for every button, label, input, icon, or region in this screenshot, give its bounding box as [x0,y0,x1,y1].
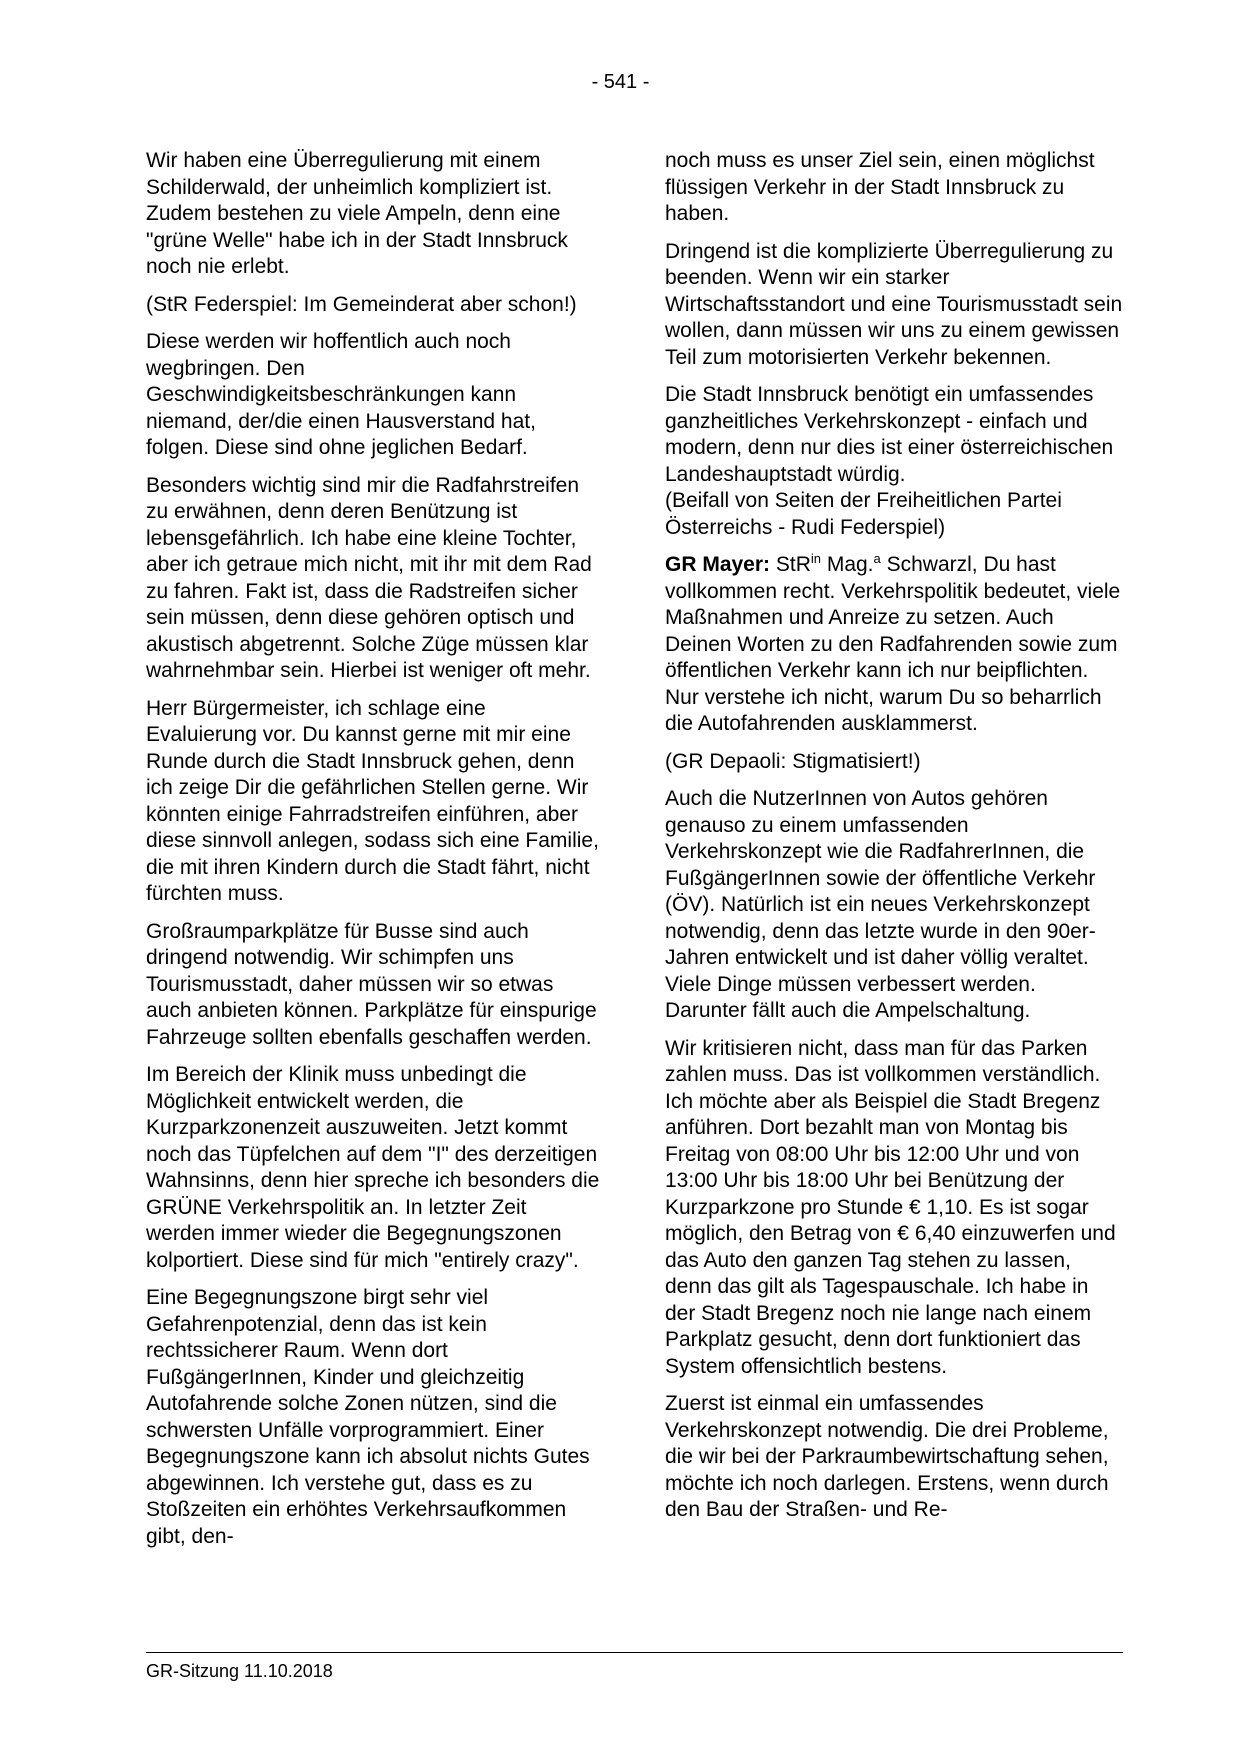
footer-text: GR-Sitzung 11.10.2018 [146,1661,333,1681]
superscript: a [873,551,881,566]
paragraph: Dringend ist die komplizierte Überregulierung zu beenden. Wenn wir ein starker Wirtschaftsstandort und eine Tourismusstadt sein wollen, dann müssen wir uns zu einem gewissen Teil zum motorisierten Verkehr bekennen. [665,239,1123,369]
speaker-paragraph [665,552,1123,738]
speech-text: Schwarzl, Du hast vollkommen recht. Verkehrspolitik bedeutet, viele Maßnahmen und Anreize zu setzen. Auch Deinen Worten zu den Radfahrenden sowie zum öffentlichen Verkehr kann ich nur beipflichten. Nur verstehe ich nicht, warum Du so beharrlich die Autofahrenden ausklammerst. [665,553,1121,735]
interjection: (GR Depaoli: Stigmatisiert!) [665,749,921,773]
speech-text: Mag. [821,553,874,576]
paragraph: Die Stadt Innsbruck benötigt ein umfassendes ganzheitliches Verkehrskonzept - einfach und modern, denn nur dies ist einer österreichischen Landeshauptstadt würdig. [665,383,1114,486]
right-column [665,148,1123,1535]
paragraph: noch muss es unser Ziel sein, einen möglichst flüssigen Verkehr in der Stadt Innsbruck zu haben. [665,149,1095,225]
speech-text: StR [770,553,811,576]
paragraph: Großraumparkplätze für Busse sind auch dringend notwendig. Wir schimpfen uns Tourismusstadt, daher müssen wir so etwas auch anbieten können. Parkplätze für einspurige Fahrzeuge sollten ebenfalls geschaffen werden. [146,919,597,1049]
superscript: in [810,551,821,566]
paragraph: Eine Begegnungszone birgt sehr viel Gefahrenpotenzial, denn das ist kein rechtssicherer Raum. Wenn dort FußgängerInnen, Kinder und gleichzeitig Autofahrende solche Zonen nützen, sind die schwersten Unfälle vorprogrammiert. Einer Begegnungszone kann ich absolut nichts Gutes abgewinnen. Ich verstehe gut, dass es zu Stoßzeiten ein erhöhtes Verkehrsaufkommen gibt, den- [146,1286,590,1548]
footer-divider [146,1652,1123,1653]
paragraph: Diese werden wir hoffentlich auch noch wegbringen. Den Geschwindigkeitsbeschränkungen kann niemand, der/die einen Hausverstand hat, folgen. Diese sind ohne jeglichen Bedarf. [146,330,536,459]
left-column [146,148,600,1561]
paragraph: Auch die NutzerInnen von Autos gehören genauso zu einem umfassenden Verkehrskonzept wie die RadfahrerInnen, die FußgängerInnen sowie der öffentliche Verkehr (ÖV). Natürlich ist ein neues Verkehrskonzept notwendig, denn das letzte wurde in den 90er-Jahren entwickelt und ist daher völlig veraltet. Viele Dinge müssen verbessert werden. Darunter fällt auch die Ampelschaltung. [665,787,1096,1022]
speaker-name: GR Mayer: [665,553,771,576]
paragraph: Wir kritisieren nicht, dass man für das Parken zahlen muss. Das ist vollkommen verständlich. Ich möchte aber als Beispiel die Stadt Bregenz anführen. Dort bezahlt man von Montag bis Freitag von 08:00 Uhr bis 12:00 Uhr und von 13:00 Uhr bis 18:00 Uhr bei Benützung der Kurzparkzone pro Stunde € 1,10. Es ist sogar möglich, den Betrag von € 6,40 einzuwerfen und das Auto den ganzen Tag stehen zu lassen, denn das gilt als Tagespauschale. Ich habe in der Stadt Bregenz noch nie lange nach einem Parkplatz gesucht, denn dort funktioniert das System offensichtlich bestens. [665,1036,1116,1378]
applause-note: (Beifall von Seiten der Freiheitlichen Partei Österreichs - Rudi Federspiel) [665,489,1062,539]
paragraph: Besonders wichtig sind mir die Radfahrstreifen zu erwähnen, denn deren Benützung ist lebensgefährlich. Ich habe eine kleine Tochter, aber ich getraue mich nicht, mit ihr mit dem Rad zu fahren. Fakt ist, dass die Radstreifen sicher sein müssen, denn diese gehören optisch und akustisch abgetrennt. Solche Züge müssen klar wahrnehmbar sein. Hierbei ist weniger oft mehr. [146,473,592,682]
page-number: - 541 - [591,71,650,93]
paragraph: Zuerst ist einmal ein umfassendes Verkehrskonzept notwendig. Die drei Probleme, die wir bei der Parkraumbewirtschaftung sehen, möchte ich noch darlegen. Erstens, wenn durch den Bau der Straßen- und Re- [665,1392,1109,1521]
interjection: (StR Federspiel: Im Gemeinderat aber schon!) [146,292,577,316]
paragraph: Im Bereich der Klinik muss unbedingt die Möglichkeit entwickelt werden, die Kurzparkzonenzeit auszuweiten. Jetzt kommt noch das Tüpfelchen auf dem "I" des derzeitigen Wahnsinns, denn hier spreche ich besonders die GRÜNE Verkehrspolitik an. In letzter Zeit werden immer wieder die Begegnungszonen kolportiert. Diese sind für mich "entirely crazy". [146,1063,600,1272]
paragraph: Herr Bürgermeister, ich schlage eine Evaluierung vor. Du kannst gerne mit mir eine Runde durch die Stadt Innsbruck gehen, denn ich zeige Dir die gefährlichen Stellen gerne. Wir könnten einige Fahrradstreifen einführen, aber diese sinnvoll anlegen, sodass sich eine Familie, die mit ihren Kindern durch die Stadt fährt, nicht fürchten muss. [146,696,599,905]
paragraph: Wir haben eine Überregulierung mit einem Schilderwald, der unheimlich kompliziert ist. Zudem bestehen zu viele Ampeln, denn eine "grüne Welle" habe ich in der Stadt Innsbruck noch nie erlebt. [146,149,568,278]
